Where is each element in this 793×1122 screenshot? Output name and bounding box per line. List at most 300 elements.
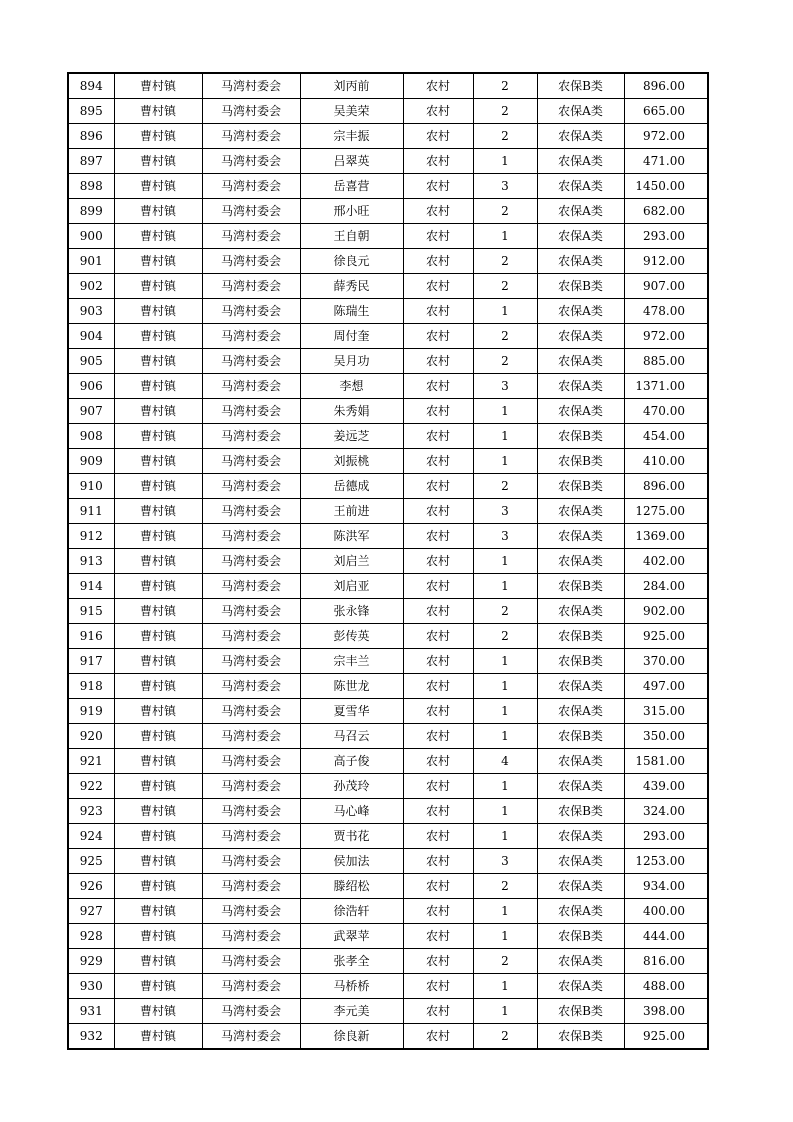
village-committee-cell: 马湾村委会	[202, 249, 300, 274]
village-committee-cell: 马湾村委会	[202, 274, 300, 299]
amount-cell: 1450.00	[624, 174, 708, 199]
person-name-cell: 彭传英	[300, 624, 403, 649]
person-name-cell: 周付奎	[300, 324, 403, 349]
household-size-cell: 1	[473, 399, 537, 424]
amount-cell: 471.00	[624, 149, 708, 174]
household-size-cell: 3	[473, 499, 537, 524]
village-committee-cell: 马湾村委会	[202, 399, 300, 424]
town-cell: 曹村镇	[114, 274, 202, 299]
insurance-category-cell: 农保A类	[537, 699, 624, 724]
village-committee-cell: 马湾村委会	[202, 799, 300, 824]
household-size-cell: 2	[473, 124, 537, 149]
town-cell: 曹村镇	[114, 249, 202, 274]
insurance-category-cell: 农保A类	[537, 849, 624, 874]
table-row	[68, 174, 708, 199]
household-size-cell: 2	[473, 1024, 537, 1050]
amount-cell: 324.00	[624, 799, 708, 824]
person-name-cell: 武翠苹	[300, 924, 403, 949]
town-cell: 曹村镇	[114, 874, 202, 899]
amount-cell: 896.00	[624, 73, 708, 99]
row-number: 903	[68, 299, 114, 324]
amount-cell: 444.00	[624, 924, 708, 949]
row-number: 902	[68, 274, 114, 299]
insurance-category-cell: 农保A类	[537, 874, 624, 899]
area-type-cell: 农村	[403, 174, 473, 199]
insurance-category-cell: 农保A类	[537, 674, 624, 699]
town-cell: 曹村镇	[114, 574, 202, 599]
row-number: 916	[68, 624, 114, 649]
person-name-cell: 朱秀娟	[300, 399, 403, 424]
row-number: 917	[68, 649, 114, 674]
amount-cell: 470.00	[624, 399, 708, 424]
insurance-category-cell: 农保A类	[537, 549, 624, 574]
row-number: 901	[68, 249, 114, 274]
village-committee-cell: 马湾村委会	[202, 974, 300, 999]
town-cell: 曹村镇	[114, 99, 202, 124]
table-row	[68, 1024, 708, 1050]
person-name-cell: 陈洪军	[300, 524, 403, 549]
insurance-category-cell: 农保B类	[537, 624, 624, 649]
table-row	[68, 849, 708, 874]
household-size-cell: 2	[473, 199, 537, 224]
area-type-cell: 农村	[403, 149, 473, 174]
row-number: 932	[68, 1024, 114, 1050]
area-type-cell: 农村	[403, 749, 473, 774]
row-number: 896	[68, 124, 114, 149]
area-type-cell: 农村	[403, 224, 473, 249]
insurance-category-cell: 农保A类	[537, 99, 624, 124]
table-row	[68, 149, 708, 174]
insurance-category-cell: 农保A类	[537, 524, 624, 549]
insurance-category-cell: 农保A类	[537, 349, 624, 374]
insurance-category-cell: 农保A类	[537, 774, 624, 799]
town-cell: 曹村镇	[114, 199, 202, 224]
insurance-category-cell: 农保B类	[537, 999, 624, 1024]
household-size-cell: 2	[473, 624, 537, 649]
town-cell: 曹村镇	[114, 524, 202, 549]
insurance-category-cell: 农保B类	[537, 274, 624, 299]
table-row	[68, 474, 708, 499]
household-size-cell: 1	[473, 899, 537, 924]
row-number: 928	[68, 924, 114, 949]
person-name-cell: 李元美	[300, 999, 403, 1024]
insurance-category-cell: 农保A类	[537, 899, 624, 924]
town-cell: 曹村镇	[114, 899, 202, 924]
amount-cell: 488.00	[624, 974, 708, 999]
amount-cell: 972.00	[624, 324, 708, 349]
town-cell: 曹村镇	[114, 599, 202, 624]
village-committee-cell: 马湾村委会	[202, 324, 300, 349]
insurance-category-cell: 农保A类	[537, 199, 624, 224]
household-size-cell: 1	[473, 299, 537, 324]
row-number: 904	[68, 324, 114, 349]
person-name-cell: 刘丙前	[300, 73, 403, 99]
insurance-category-cell: 农保A类	[537, 974, 624, 999]
row-number: 899	[68, 199, 114, 224]
town-cell: 曹村镇	[114, 73, 202, 99]
person-name-cell: 岳喜营	[300, 174, 403, 199]
amount-cell: 293.00	[624, 224, 708, 249]
household-size-cell: 1	[473, 799, 537, 824]
household-size-cell: 2	[473, 949, 537, 974]
insurance-category-cell: 农保B类	[537, 424, 624, 449]
row-number: 926	[68, 874, 114, 899]
village-committee-cell: 马湾村委会	[202, 699, 300, 724]
household-size-cell: 1	[473, 549, 537, 574]
insurance-category-cell: 农保A类	[537, 124, 624, 149]
table-row	[68, 374, 708, 399]
table-row	[68, 899, 708, 924]
amount-cell: 497.00	[624, 674, 708, 699]
village-committee-cell: 马湾村委会	[202, 73, 300, 99]
person-name-cell: 陈瑞生	[300, 299, 403, 324]
person-name-cell: 徐良新	[300, 1024, 403, 1050]
household-size-cell: 1	[473, 824, 537, 849]
person-name-cell: 姜远芝	[300, 424, 403, 449]
row-number: 924	[68, 824, 114, 849]
town-cell: 曹村镇	[114, 174, 202, 199]
area-type-cell: 农村	[403, 449, 473, 474]
town-cell: 曹村镇	[114, 699, 202, 724]
row-number: 897	[68, 149, 114, 174]
row-number: 907	[68, 399, 114, 424]
area-type-cell: 农村	[403, 1024, 473, 1050]
household-size-cell: 3	[473, 174, 537, 199]
village-committee-cell: 马湾村委会	[202, 649, 300, 674]
table-row	[68, 774, 708, 799]
household-size-cell: 1	[473, 449, 537, 474]
table-row	[68, 524, 708, 549]
person-name-cell: 刘启兰	[300, 549, 403, 574]
insurance-category-cell: 农保B类	[537, 724, 624, 749]
person-name-cell: 滕绍松	[300, 874, 403, 899]
village-committee-cell: 马湾村委会	[202, 299, 300, 324]
area-type-cell: 农村	[403, 724, 473, 749]
area-type-cell: 农村	[403, 274, 473, 299]
person-name-cell: 吕翠英	[300, 149, 403, 174]
row-number: 909	[68, 449, 114, 474]
table-row	[68, 274, 708, 299]
household-size-cell: 1	[473, 424, 537, 449]
table-row	[68, 999, 708, 1024]
table-row	[68, 324, 708, 349]
village-committee-cell: 马湾村委会	[202, 599, 300, 624]
town-cell: 曹村镇	[114, 974, 202, 999]
insurance-category-cell: 农保B类	[537, 649, 624, 674]
table-body	[68, 73, 708, 1049]
area-type-cell: 农村	[403, 974, 473, 999]
town-cell: 曹村镇	[114, 124, 202, 149]
household-size-cell: 1	[473, 649, 537, 674]
amount-cell: 402.00	[624, 549, 708, 574]
household-size-cell: 3	[473, 524, 537, 549]
person-name-cell: 陈世龙	[300, 674, 403, 699]
area-type-cell: 农村	[403, 799, 473, 824]
town-cell: 曹村镇	[114, 674, 202, 699]
household-size-cell: 2	[473, 249, 537, 274]
amount-cell: 816.00	[624, 949, 708, 974]
row-number: 927	[68, 899, 114, 924]
amount-cell: 885.00	[624, 349, 708, 374]
village-committee-cell: 马湾村委会	[202, 99, 300, 124]
area-type-cell: 农村	[403, 249, 473, 274]
table-row	[68, 874, 708, 899]
insurance-category-cell: 农保A类	[537, 374, 624, 399]
town-cell: 曹村镇	[114, 799, 202, 824]
area-type-cell: 农村	[403, 324, 473, 349]
person-name-cell: 邢小旺	[300, 199, 403, 224]
village-committee-cell: 马湾村委会	[202, 849, 300, 874]
town-cell: 曹村镇	[114, 324, 202, 349]
amount-cell: 370.00	[624, 649, 708, 674]
area-type-cell: 农村	[403, 699, 473, 724]
person-name-cell: 张永锋	[300, 599, 403, 624]
village-committee-cell: 马湾村委会	[202, 124, 300, 149]
row-number: 929	[68, 949, 114, 974]
household-size-cell: 4	[473, 749, 537, 774]
household-size-cell: 3	[473, 849, 537, 874]
area-type-cell: 农村	[403, 649, 473, 674]
insurance-category-cell: 农保B类	[537, 924, 624, 949]
row-number: 930	[68, 974, 114, 999]
amount-cell: 934.00	[624, 874, 708, 899]
amount-cell: 896.00	[624, 474, 708, 499]
village-committee-cell: 马湾村委会	[202, 449, 300, 474]
row-number: 922	[68, 774, 114, 799]
village-committee-cell: 马湾村委会	[202, 999, 300, 1024]
row-number: 912	[68, 524, 114, 549]
town-cell: 曹村镇	[114, 449, 202, 474]
table-row	[68, 399, 708, 424]
amount-cell: 293.00	[624, 824, 708, 849]
village-committee-cell: 马湾村委会	[202, 424, 300, 449]
town-cell: 曹村镇	[114, 424, 202, 449]
person-name-cell: 李想	[300, 374, 403, 399]
area-type-cell: 农村	[403, 774, 473, 799]
person-name-cell: 吴月功	[300, 349, 403, 374]
insurance-category-cell: 农保A类	[537, 949, 624, 974]
person-name-cell: 刘启亚	[300, 574, 403, 599]
amount-cell: 925.00	[624, 624, 708, 649]
table-row	[68, 974, 708, 999]
row-number: 925	[68, 849, 114, 874]
table-row	[68, 99, 708, 124]
person-name-cell: 宗丰兰	[300, 649, 403, 674]
area-type-cell: 农村	[403, 424, 473, 449]
town-cell: 曹村镇	[114, 399, 202, 424]
household-size-cell: 2	[473, 324, 537, 349]
person-name-cell: 孙茂玲	[300, 774, 403, 799]
table-row	[68, 349, 708, 374]
area-type-cell: 农村	[403, 374, 473, 399]
household-size-cell: 2	[473, 474, 537, 499]
person-name-cell: 贾书花	[300, 824, 403, 849]
area-type-cell: 农村	[403, 299, 473, 324]
row-number: 911	[68, 499, 114, 524]
village-committee-cell: 马湾村委会	[202, 824, 300, 849]
household-size-cell: 2	[473, 349, 537, 374]
table-row	[68, 799, 708, 824]
person-name-cell: 刘振桃	[300, 449, 403, 474]
amount-cell: 478.00	[624, 299, 708, 324]
table-row	[68, 73, 708, 99]
household-size-cell: 2	[473, 73, 537, 99]
village-committee-cell: 马湾村委会	[202, 349, 300, 374]
insurance-category-cell: 农保B类	[537, 574, 624, 599]
insurance-category-cell: 农保A类	[537, 299, 624, 324]
amount-cell: 902.00	[624, 599, 708, 624]
town-cell: 曹村镇	[114, 924, 202, 949]
household-size-cell: 2	[473, 99, 537, 124]
person-name-cell: 徐良元	[300, 249, 403, 274]
row-number: 894	[68, 73, 114, 99]
village-committee-cell: 马湾村委会	[202, 1024, 300, 1050]
row-number: 905	[68, 349, 114, 374]
village-committee-cell: 马湾村委会	[202, 174, 300, 199]
town-cell: 曹村镇	[114, 624, 202, 649]
household-size-cell: 1	[473, 924, 537, 949]
town-cell: 曹村镇	[114, 299, 202, 324]
amount-cell: 972.00	[624, 124, 708, 149]
table-row	[68, 699, 708, 724]
amount-cell: 1253.00	[624, 849, 708, 874]
table-row	[68, 624, 708, 649]
village-committee-cell: 马湾村委会	[202, 524, 300, 549]
insurance-category-cell: 农保A类	[537, 824, 624, 849]
village-committee-cell: 马湾村委会	[202, 574, 300, 599]
table-row	[68, 649, 708, 674]
table-row	[68, 549, 708, 574]
table-row	[68, 949, 708, 974]
area-type-cell: 农村	[403, 574, 473, 599]
amount-cell: 398.00	[624, 999, 708, 1024]
village-committee-cell: 马湾村委会	[202, 624, 300, 649]
household-size-cell: 1	[473, 149, 537, 174]
person-name-cell: 王前进	[300, 499, 403, 524]
table-row	[68, 924, 708, 949]
area-type-cell: 农村	[403, 849, 473, 874]
village-committee-cell: 马湾村委会	[202, 949, 300, 974]
village-committee-cell: 马湾村委会	[202, 149, 300, 174]
amount-cell: 1581.00	[624, 749, 708, 774]
person-name-cell: 张孝全	[300, 949, 403, 974]
village-committee-cell: 马湾村委会	[202, 749, 300, 774]
person-name-cell: 岳德成	[300, 474, 403, 499]
table-row	[68, 724, 708, 749]
table-row	[68, 824, 708, 849]
insurance-category-cell: 农保B类	[537, 799, 624, 824]
amount-cell: 1275.00	[624, 499, 708, 524]
person-name-cell: 侯加法	[300, 849, 403, 874]
area-type-cell: 农村	[403, 99, 473, 124]
area-type-cell: 农村	[403, 349, 473, 374]
amount-cell: 912.00	[624, 249, 708, 274]
town-cell: 曹村镇	[114, 474, 202, 499]
amount-cell: 410.00	[624, 449, 708, 474]
row-number: 913	[68, 549, 114, 574]
insurance-category-cell: 农保A类	[537, 224, 624, 249]
insurance-category-cell: 农保B类	[537, 73, 624, 99]
area-type-cell: 农村	[403, 949, 473, 974]
area-type-cell: 农村	[403, 924, 473, 949]
area-type-cell: 农村	[403, 549, 473, 574]
amount-cell: 682.00	[624, 199, 708, 224]
amount-cell: 400.00	[624, 899, 708, 924]
town-cell: 曹村镇	[114, 999, 202, 1024]
area-type-cell: 农村	[403, 524, 473, 549]
town-cell: 曹村镇	[114, 1024, 202, 1050]
person-name-cell: 薛秀民	[300, 274, 403, 299]
person-name-cell: 吴美荣	[300, 99, 403, 124]
table-row	[68, 299, 708, 324]
table-row	[68, 124, 708, 149]
village-committee-cell: 马湾村委会	[202, 199, 300, 224]
household-size-cell: 1	[473, 999, 537, 1024]
area-type-cell: 农村	[403, 499, 473, 524]
person-name-cell: 马召云	[300, 724, 403, 749]
table-row	[68, 249, 708, 274]
row-number: 918	[68, 674, 114, 699]
town-cell: 曹村镇	[114, 499, 202, 524]
row-number: 906	[68, 374, 114, 399]
village-committee-cell: 马湾村委会	[202, 549, 300, 574]
row-number: 895	[68, 99, 114, 124]
beneficiary-table	[67, 72, 709, 1050]
household-size-cell: 1	[473, 724, 537, 749]
area-type-cell: 农村	[403, 674, 473, 699]
household-size-cell: 1	[473, 974, 537, 999]
town-cell: 曹村镇	[114, 549, 202, 574]
household-size-cell: 3	[473, 374, 537, 399]
household-size-cell: 2	[473, 874, 537, 899]
village-committee-cell: 马湾村委会	[202, 899, 300, 924]
town-cell: 曹村镇	[114, 349, 202, 374]
insurance-category-cell: 农保A类	[537, 399, 624, 424]
row-number: 920	[68, 724, 114, 749]
table-row	[68, 574, 708, 599]
amount-cell: 315.00	[624, 699, 708, 724]
row-number: 900	[68, 224, 114, 249]
household-size-cell: 1	[473, 574, 537, 599]
person-name-cell: 马心峰	[300, 799, 403, 824]
town-cell: 曹村镇	[114, 774, 202, 799]
village-committee-cell: 马湾村委会	[202, 924, 300, 949]
town-cell: 曹村镇	[114, 849, 202, 874]
row-number: 931	[68, 999, 114, 1024]
village-committee-cell: 马湾村委会	[202, 474, 300, 499]
row-number: 898	[68, 174, 114, 199]
area-type-cell: 农村	[403, 624, 473, 649]
row-number: 915	[68, 599, 114, 624]
town-cell: 曹村镇	[114, 824, 202, 849]
row-number: 921	[68, 749, 114, 774]
amount-cell: 350.00	[624, 724, 708, 749]
insurance-category-cell: 农保A类	[537, 249, 624, 274]
village-committee-cell: 马湾村委会	[202, 774, 300, 799]
amount-cell: 1369.00	[624, 524, 708, 549]
table-row	[68, 499, 708, 524]
area-type-cell: 农村	[403, 124, 473, 149]
amount-cell: 454.00	[624, 424, 708, 449]
table-row	[68, 224, 708, 249]
amount-cell: 665.00	[624, 99, 708, 124]
area-type-cell: 农村	[403, 899, 473, 924]
household-size-cell: 1	[473, 699, 537, 724]
insurance-category-cell: 农保A类	[537, 324, 624, 349]
village-committee-cell: 马湾村委会	[202, 224, 300, 249]
area-type-cell: 农村	[403, 199, 473, 224]
area-type-cell: 农村	[403, 824, 473, 849]
